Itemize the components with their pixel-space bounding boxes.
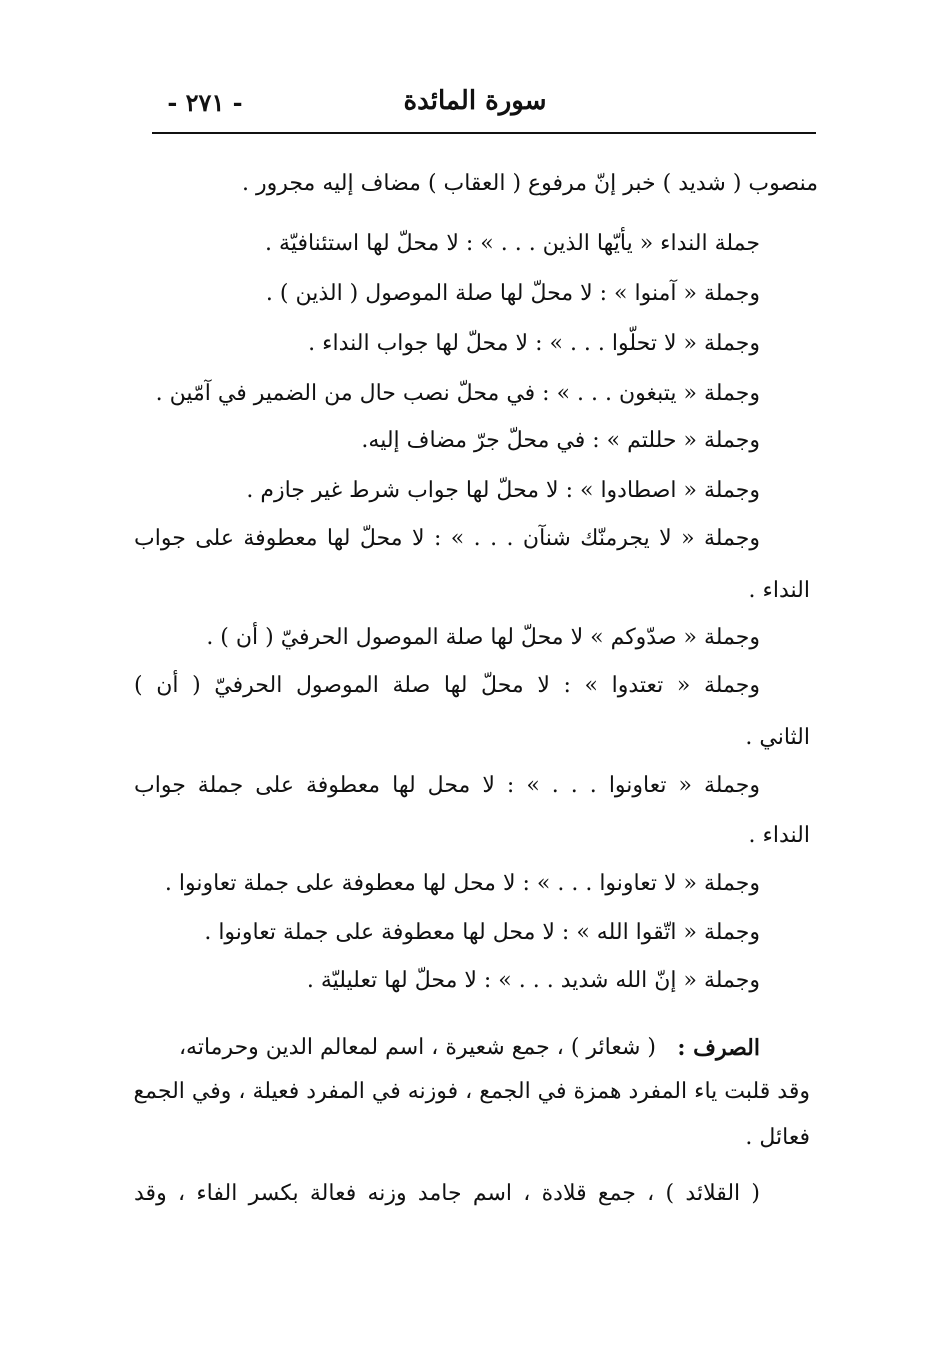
text-line: ( شعائر ) ، جمع شعيرة ، اسم لمعالم الدين وحرماته، (178, 1035, 656, 1060)
text-line: فعائل . (745, 1125, 810, 1150)
text-line: وجملة « حللتم » : في محلّ جرّ مضاف إليه. (361, 428, 760, 453)
text-line: وجملة « اصطادوا » : لا محلّ لها جواب شرط غير جازم . (246, 478, 760, 503)
header-divider (152, 132, 816, 134)
text-line: وجملة « صدّوكم » لا محلّ لها صلة الموصول الحرفيّ ( أن ) . (206, 625, 760, 650)
text-line: وجملة « يتبغون . . . » : في محلّ نصب حال من الضمير في آمّين . (155, 381, 760, 406)
text-line: ( القلائد ) ، جمع قلادة ، اسم جامد وزنه فعالة بكسر الفاء ، وقد (134, 1181, 760, 1206)
text-line: وجملة « لا تعاونوا . . . » : لا محل لها معطوفة على جملة تعاونوا . (164, 871, 760, 896)
text-line: وجملة « تعتدوا » : لا محلّ لها صلة الموصول الحرفيّ ( أن ) (134, 673, 760, 698)
text-line: النداء . (748, 823, 810, 848)
text-line: وجملة « تعاونوا . . . » : لا محل لها معطوفة على جملة جواب (134, 773, 760, 798)
page-header-title: سورة المائدة (403, 86, 547, 116)
text-line: جملة النداء « يأيّها الذين . . . » : لا محلّ لها استئنافيّة . (265, 231, 760, 256)
text-line: وجملة « إنّ الله شديد . . . » : لا محلّ لها تعليليّة . (306, 968, 760, 993)
text-line: النداء . (748, 578, 810, 603)
text-line: الثاني . (745, 725, 810, 750)
text-line: وقد قلبت ياء المفرد همزة في الجمع ، فوزنه في المفرد فعيلة ، وفي الجمع (133, 1079, 810, 1104)
page-number: - ٢٧١ - (167, 88, 243, 117)
text-line: وجملة « آمنوا » : لا محلّ لها صلة الموصول ( الذين ) . (265, 281, 760, 306)
text-line: وجملة « لا يجرمنّك شنآن . . . » : لا محلّ لها معطوفة على جواب (134, 526, 760, 551)
text-line: وجملة « لا تحلّوا . . . » : لا محلّ لها جواب النداء . (308, 331, 760, 356)
sarf-heading: الصرف : (677, 1035, 760, 1061)
text-line: وجملة « اتّقوا الله » : لا محل لها معطوفة على جملة تعاونوا . (204, 920, 760, 945)
text-line: منصوب ( شديد ) خبر إنّ مرفوع ( العقاب ) مضاف إليه مجرور . (241, 171, 818, 196)
